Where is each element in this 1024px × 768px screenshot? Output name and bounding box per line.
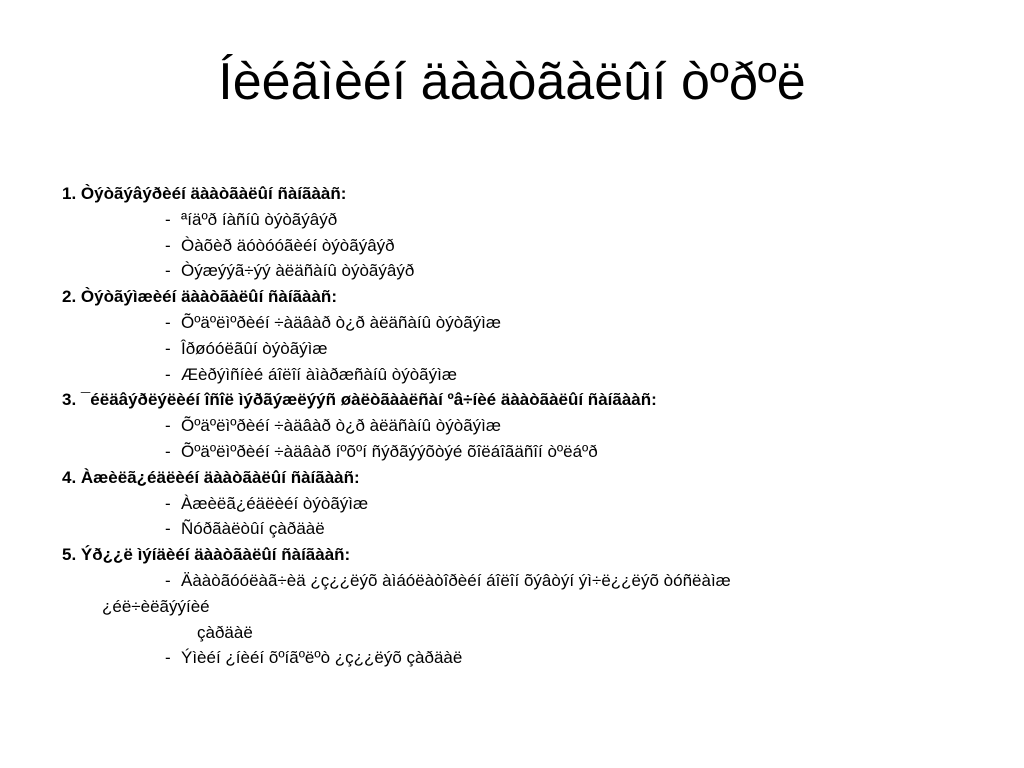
list-item [62, 645, 962, 671]
section-heading: 3. ¯éëäâýðëýëèéí îñîë ìýðãýæëýýñ øàëòãààëñàí ºâ÷íèé äààòãàëûí ñàíãààñ: [62, 390, 657, 410]
list-item [62, 568, 962, 594]
list-item [62, 413, 962, 439]
bullet-dash: - [165, 338, 171, 358]
section-heading: 2. Òýòãýìæèéí äààòãàëûí ñàíãààñ: [62, 287, 337, 307]
list-item [62, 362, 962, 388]
bullet-dash: - [165, 570, 171, 590]
list-item [62, 491, 962, 517]
bullet-dash: - [165, 493, 171, 513]
bullet-dash: - [165, 441, 171, 461]
list-item [62, 439, 962, 465]
list-item [62, 233, 962, 259]
list-item [62, 336, 962, 362]
list-item-text: Õºäºëìºðèéí ÷àäâàð ò¿ð àëäñàíû òýòãýìæ [181, 416, 502, 436]
bullet-dash: - [165, 235, 171, 255]
list-item-text: Æèðýìñíèé áîëîí àìàðæñàíû òýòãýìæ [181, 364, 457, 384]
list-item-text: Ýìèéí ¿íèéí õºíãºëºò ¿ç¿¿ëýõ çàðäàë [181, 648, 463, 668]
bullet-dash: - [165, 364, 171, 384]
bullet-dash: - [165, 312, 171, 332]
list-item-text: ªíäºð íàñíû òýòãýâýð [181, 209, 338, 229]
bullet-dash: - [165, 416, 171, 436]
bullet-dash: - [165, 261, 171, 281]
list-item-text: Òýæýýã÷ýý àëäñàíû òýòãýâýð [181, 261, 415, 281]
bullet-dash: - [165, 519, 171, 539]
slide-title: Íèéãìèéí äààòãàëûí òºðºë [218, 53, 806, 111]
list-item-text: Õºäºëìºðèéí ÷àäâàð íºõºí ñýðãýýõòýé õîëáîãäñîí òºëáºð [181, 441, 598, 461]
list-item-text: Ñóðãàëòûí çàðäàë [181, 519, 325, 539]
bullet-dash: - [165, 648, 171, 668]
list-item [62, 516, 962, 542]
list-item-text: Òàõèð äóòóóãèéí òýòãýâýð [181, 235, 395, 255]
list-item-text: Õºäºëìºðèéí ÷àäâàð ò¿ð àëäñàíû òýòãýìæ [181, 312, 502, 332]
section-heading: 1. Òýòãýâýðèéí äààòãàëûí ñàíãààñ: [62, 184, 347, 203]
bullet-dash: - [165, 209, 171, 229]
slide-body [62, 181, 962, 671]
list-item-text: Àæèëã¿éäëèéí òýòãýìæ [181, 493, 369, 513]
section-heading: 5. Ýð¿¿ë ìýíäèéí äààòãàëûí ñàíãààñ: [62, 545, 351, 565]
list-item-text: Äààòãóóëàã÷èä ¿ç¿¿ëýõ àìáóëàòîðèéí áîëîí õýâòýí ýì÷ë¿¿ëýõ òóñëàìæ [181, 570, 731, 590]
list-item-wrap: çàðäàë [197, 622, 253, 642]
list-item [62, 207, 962, 233]
list-item-text: Îðøóóëãûí òýòãýìæ [181, 338, 328, 358]
list-item-wrap: ¿éë÷èëãýýíèé [102, 596, 210, 616]
list-item [62, 310, 962, 336]
section-heading: 4. Àæèëã¿éäëèéí äààòãàëûí ñàíãààñ: [62, 467, 360, 487]
list-item [62, 258, 962, 284]
